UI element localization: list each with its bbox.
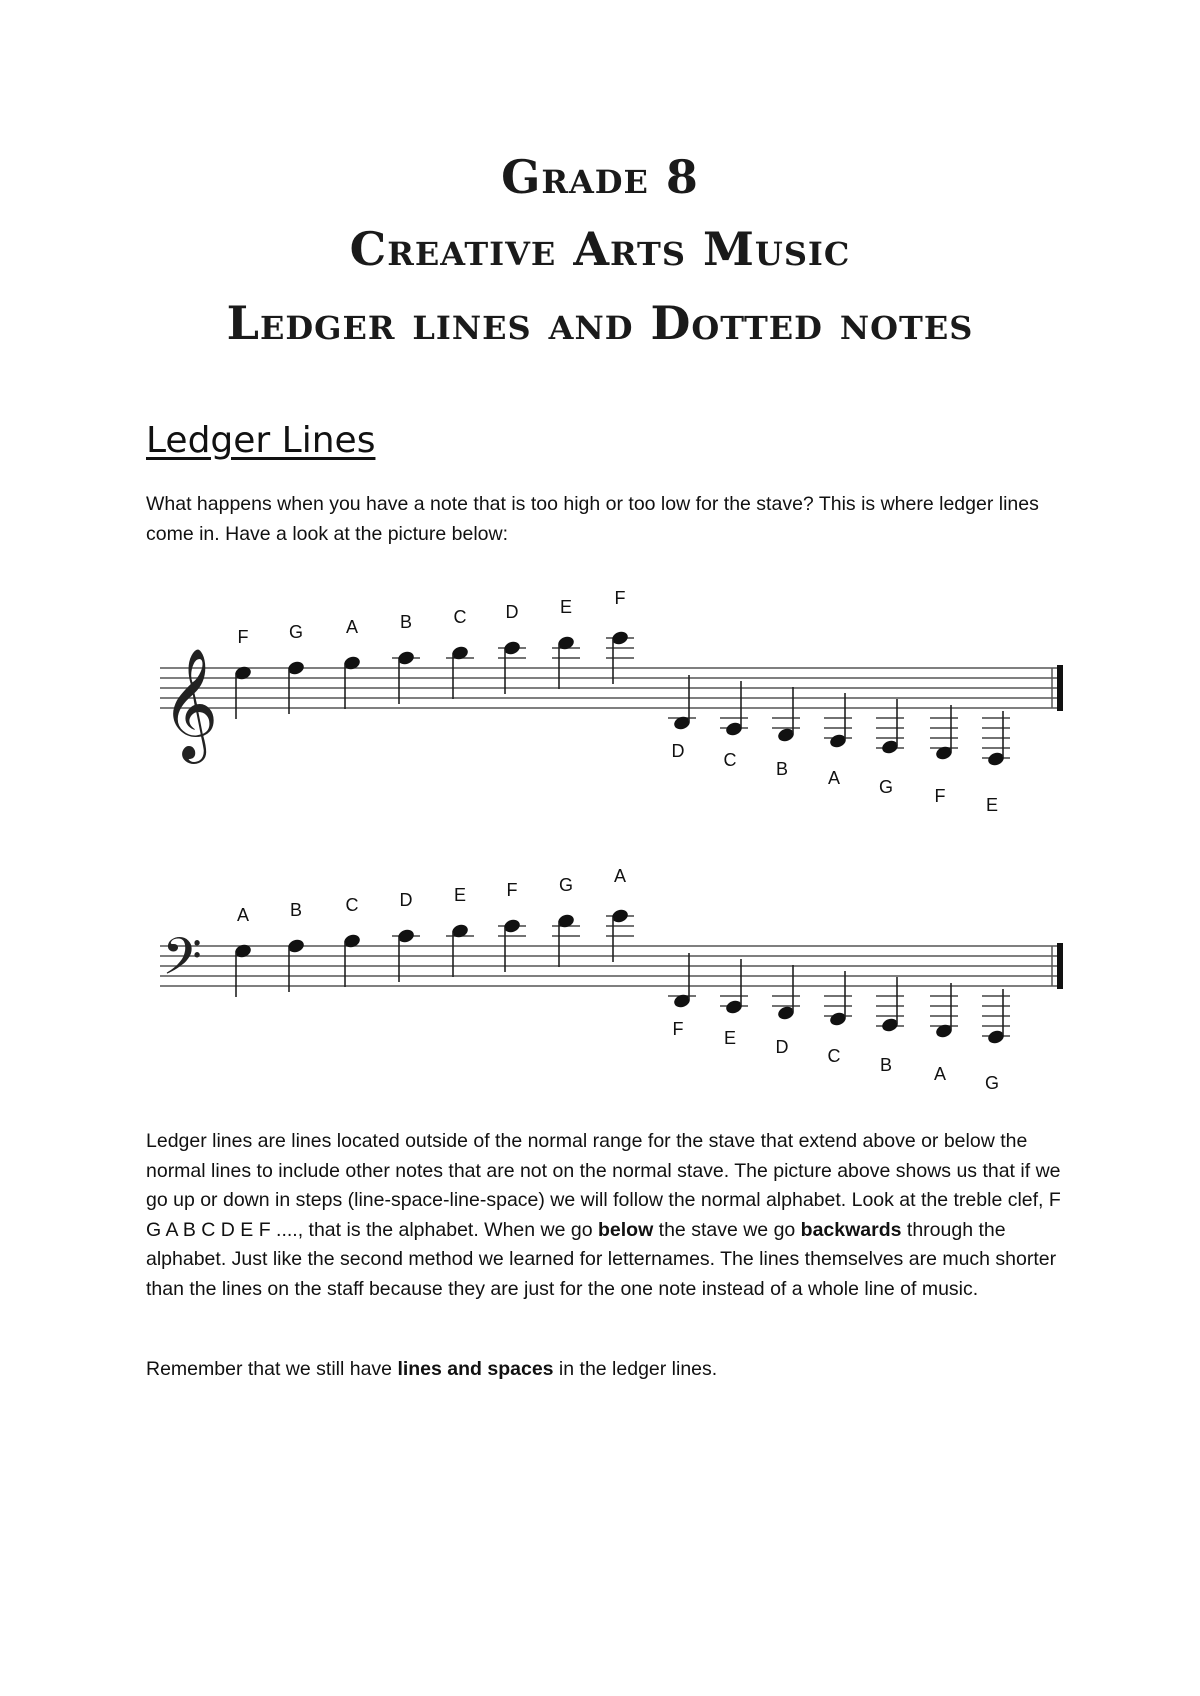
intro-paragraph: What happens when you have a note that is too high or too low for the stave? This is where ledger lines come in. Have a look at the picture below: — [146, 493, 1039, 545]
note-label: A — [613, 866, 627, 886]
page-title-subject: Creative Arts Music — [349, 222, 851, 276]
note-label: E — [723, 1028, 737, 1048]
note-label: D — [671, 741, 685, 761]
emphasis-below: below — [597, 1218, 654, 1241]
note-label: A — [236, 905, 250, 925]
reminder-paragraph — [146, 1355, 1066, 1385]
bass-clef-icon: 𝄢 — [162, 926, 202, 999]
final-bar-line — [1057, 943, 1063, 989]
explanation-paragraph — [146, 1127, 1066, 1304]
explanation-text: the stave we go — [653, 1218, 801, 1241]
note-label: F — [237, 627, 249, 647]
note-label: F — [614, 588, 626, 608]
explanation-text: through the alphabet. Just like the second method we learned for letternames. The lines themselves are much shorter than the lines on the staff because they are just for the one note instead of a whole line of music. — [146, 1218, 1057, 1300]
note-label: A — [345, 617, 359, 637]
note-label: G — [288, 622, 304, 642]
note-label: D — [505, 602, 519, 622]
note-label: F — [506, 880, 518, 900]
note-label: F — [934, 786, 946, 806]
note-label: B — [399, 612, 413, 632]
note-label: G — [558, 875, 574, 895]
note-label: A — [933, 1064, 947, 1084]
bass-staff-figure — [0, 838, 1200, 1108]
note-label: D — [399, 890, 413, 910]
note-label: C — [827, 1046, 841, 1066]
note-label: B — [289, 900, 303, 920]
note-label: G — [984, 1073, 1000, 1093]
emphasis-lines-spaces: lines and spaces — [397, 1358, 554, 1380]
note-label: A — [827, 768, 841, 788]
note-label: G — [878, 777, 894, 797]
page-title-grade: Grade 8 — [501, 150, 699, 204]
treble-staff-figure — [0, 570, 1200, 830]
note-label: D — [775, 1037, 789, 1057]
page-title-topic: Ledger lines and Dotted notes — [226, 296, 974, 350]
reminder-text: in the ledger lines. — [553, 1358, 718, 1380]
treble-clef-icon: 𝄞 — [161, 647, 219, 759]
note-label: C — [453, 607, 467, 627]
note-label: C — [345, 895, 359, 915]
note-label: E — [559, 597, 573, 617]
note-label: F — [672, 1019, 684, 1039]
section-heading: Ledger Lines — [146, 420, 376, 461]
note-label: B — [775, 759, 789, 779]
note-label: B — [879, 1055, 893, 1075]
reminder-text: Remember that we still have — [146, 1358, 398, 1380]
explanation-text: Ledger lines are lines located outside of the normal range for the stave that extend above or below the normal lines to include other notes that are not on the normal stave. The picture above shows us that if we go up or down in steps (line-space-line-space) we will follow the normal alphabet. Look at the treble clef, F G A B C D E F ...., that is the alphabet. When we go — [146, 1130, 1061, 1241]
emphasis-backwards: backwards — [800, 1218, 902, 1241]
note-label: C — [723, 750, 737, 770]
note-label: E — [453, 885, 467, 905]
final-bar-line — [1057, 665, 1063, 711]
note-label: E — [985, 795, 999, 815]
